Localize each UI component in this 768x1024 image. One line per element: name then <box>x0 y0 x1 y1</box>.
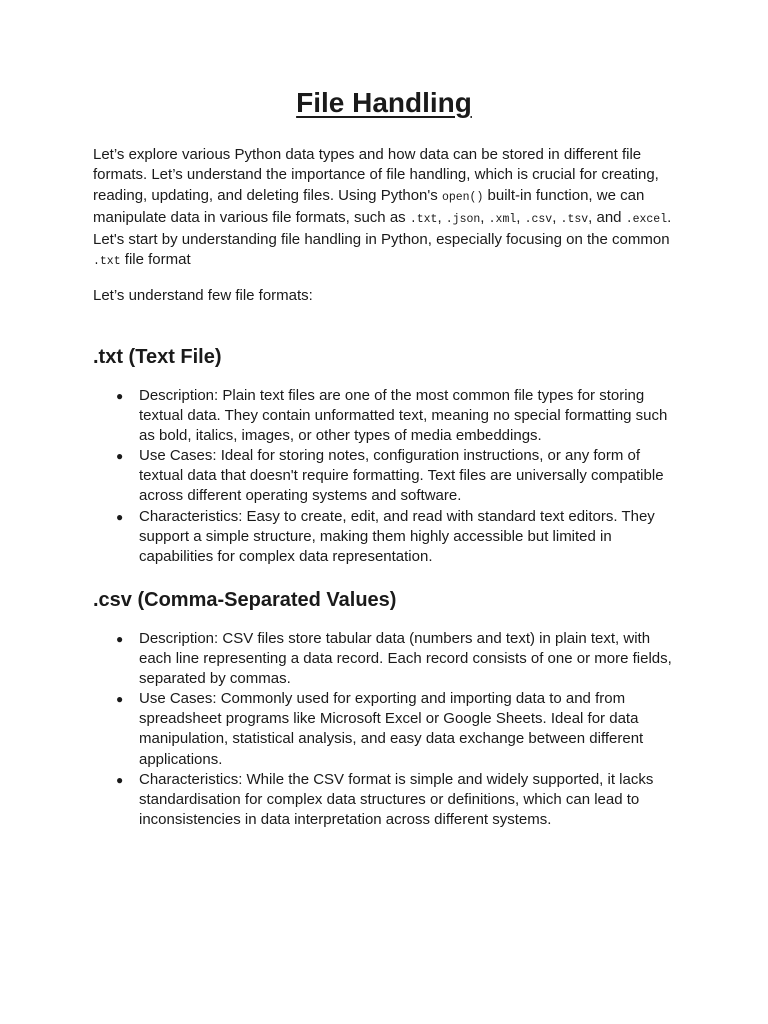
code-xml: .xml <box>488 212 517 226</box>
list-item-text: Characteristics: While the CSV format is simple and widely supported, it lacks standardisation for complex data structures or definitions, which can lead to inconsistencies in data interpretation across different systems. <box>139 770 654 828</box>
code-excel: .excel <box>625 212 668 226</box>
list-item <box>93 446 675 506</box>
list-item <box>93 386 675 446</box>
sep-1: , <box>437 208 446 226</box>
code-txt-2: .txt <box>93 255 121 269</box>
list-item-text: Use Cases: Commonly used for exporting and importing data to and from spreadsheet programs like Microsoft Excel or Google Sheets. Ideal for data manipulation, statistical analysis, and easy data exchange between different applications. <box>139 690 644 768</box>
list-item <box>93 689 675 769</box>
bullet-icon: ● <box>116 692 124 707</box>
list-item <box>93 629 675 689</box>
bullet-icon: ● <box>116 772 124 787</box>
txt-bullet-list <box>93 386 675 567</box>
code-open: open() <box>441 190 484 204</box>
intro-text-1: Let’s explore various Python data types and how data can be stored in different file formats. Let’s understand the importance of file handling, which is crucial for creating, reading, updating, and deleting files. Using Python's <box>93 146 659 204</box>
list-item <box>93 507 675 567</box>
intro-text-3: . Let's start by understanding file handling in Python, especially focusing on the common <box>93 208 672 249</box>
bullet-icon: ● <box>116 389 124 403</box>
list-item-text: Characteristics: Easy to create, edit, and read with standard text editors. They support a simple structure, making them highly accessible but limited in capabilities for complex data representation. <box>139 507 655 565</box>
code-txt: .txt <box>409 212 438 226</box>
sep-5: , and <box>588 208 626 226</box>
intro-paragraph <box>93 145 675 273</box>
code-csv: .csv <box>524 212 553 226</box>
sep-3: , <box>516 208 525 226</box>
bullet-icon: ● <box>116 449 124 464</box>
code-tsv: .tsv <box>560 212 589 226</box>
page-title: File Handling <box>296 87 472 118</box>
formats-lead: Let’s understand few file formats: <box>93 287 313 304</box>
list-item <box>93 770 675 830</box>
sep-4: , <box>552 208 561 226</box>
code-json: .json <box>445 212 481 226</box>
section-heading-txt: .txt (Text File) <box>93 346 222 368</box>
list-item-text: Description: Plain text files are one of the most common file types for storing textual data. They contain unformatted text, meaning no special formatting such as bold, italics, images, or other types of media embeddings. <box>139 387 668 445</box>
bullet-icon: ● <box>116 632 124 646</box>
bullet-icon: ● <box>116 509 124 524</box>
sep-2: , <box>480 208 489 226</box>
list-item-text: Description: CSV files store tabular data (numbers and text) in plain text, with each line representing a data record. Each record consists of one or more fields, separated by commas. <box>139 630 672 688</box>
intro-text-4: file format <box>120 251 191 269</box>
intro-text-2: built-in function, we can manipulate data in various file formats, such as <box>93 186 645 226</box>
section-heading-csv: .csv (Comma-Separated Values) <box>93 589 397 611</box>
csv-bullet-list <box>93 629 675 830</box>
list-item-text: Use Cases: Ideal for storing notes, configuration instructions, or any form of textual data that doesn't require formatting. Text files are universally compatible across different operating systems and software. <box>139 447 664 505</box>
